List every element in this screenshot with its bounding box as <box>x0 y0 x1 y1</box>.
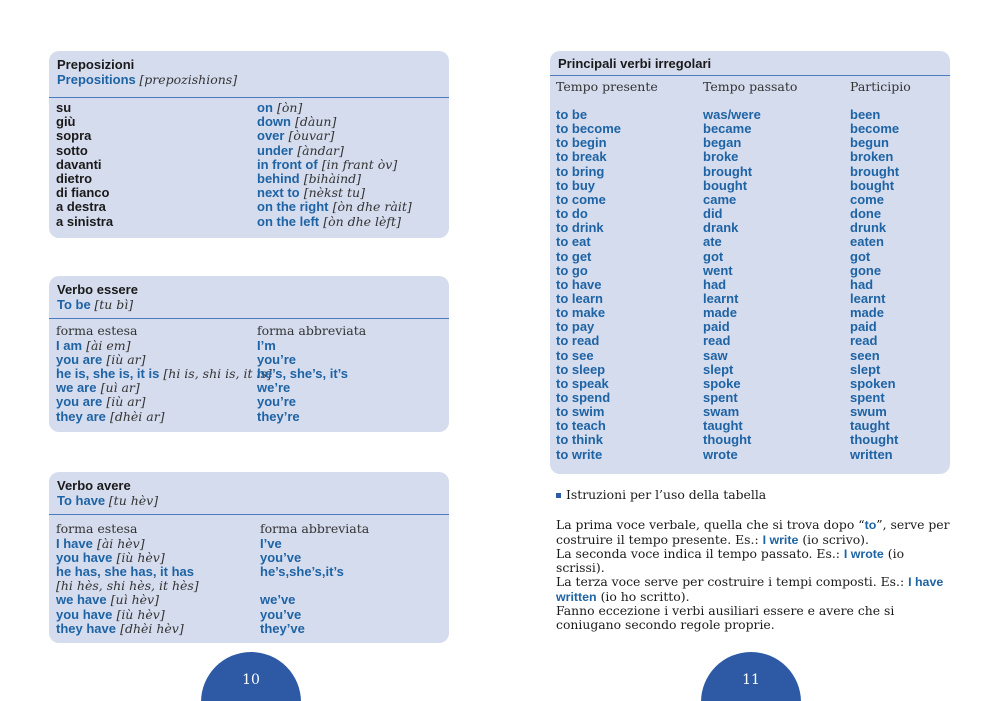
full-form-group <box>56 622 184 637</box>
italian-word: su <box>56 100 72 115</box>
past-form: bought <box>703 177 748 193</box>
past-form: saw <box>703 347 728 363</box>
present-form: to buy <box>556 177 595 193</box>
present-form: to break <box>556 149 607 165</box>
short-form: you’re <box>257 394 297 410</box>
past-form: spoke <box>703 375 741 391</box>
verb-row <box>550 334 950 348</box>
participle-form: had <box>850 276 874 292</box>
irregular-verbs-box <box>550 51 950 474</box>
past-form: read <box>703 333 731 349</box>
participle-form: taught <box>850 418 890 434</box>
prepositions-box <box>49 51 449 238</box>
essere-header-row <box>49 324 449 338</box>
verb-row <box>550 108 950 122</box>
full-form: you are <box>56 351 103 367</box>
full-form: he is, she is, it is <box>56 365 160 381</box>
verb-row <box>550 264 950 278</box>
present-form: to drink <box>556 220 604 236</box>
past-form: made <box>703 305 737 321</box>
verb-row <box>550 306 950 320</box>
verb-row <box>550 349 950 363</box>
participle-form: begun <box>850 135 889 151</box>
verb-row <box>550 250 950 264</box>
full-form: you have <box>56 549 113 565</box>
full-form: you are <box>56 394 103 410</box>
avere-subtitle: To have [tu hèv] <box>57 493 159 508</box>
past-form: ate <box>703 234 722 250</box>
verb-row <box>550 405 950 419</box>
participle-form: made <box>850 305 884 321</box>
participle-form: brought <box>850 163 900 179</box>
participle-form: drunk <box>850 220 887 236</box>
pronunciation: [òuvar] <box>288 128 335 144</box>
past-form: thought <box>703 432 752 448</box>
present-form: to make <box>556 305 606 321</box>
present-form: to bring <box>556 163 605 179</box>
short-form: you’ve <box>260 606 302 622</box>
avere-box <box>49 472 449 643</box>
pronunciation: [òn dhe ràit] <box>332 199 412 215</box>
pronunciation: [àndar] <box>297 142 344 158</box>
short-form: they’ve <box>260 620 305 636</box>
pronunciation: [ài hèv] <box>96 535 145 551</box>
pronunciation: [nèkst tu] <box>303 185 365 201</box>
verb-row <box>550 448 950 462</box>
verb-row <box>550 377 950 391</box>
conjugation-row <box>49 395 449 409</box>
participle-form: eaten <box>850 234 884 250</box>
past-form: slept <box>703 361 734 377</box>
prepositions-title: Preposizioni <box>57 57 135 72</box>
col-header-participle: Participio <box>850 79 911 94</box>
verb-row <box>550 150 950 164</box>
pronunciation: [dhèi ar] <box>109 408 165 424</box>
participle-form: gone <box>850 262 882 278</box>
participle-form: spent <box>850 390 885 405</box>
participle-form: slept <box>850 361 881 377</box>
full-form: they are <box>56 408 106 424</box>
notes-heading: Istruzioni per l’uso della tabella <box>556 488 956 502</box>
participle-form: come <box>850 191 884 207</box>
participle-form: read <box>850 333 878 349</box>
past-form: was/were <box>703 107 761 122</box>
pronunciation: [hi is, shi is, it is] <box>163 365 272 381</box>
english-word: on <box>257 100 273 115</box>
preposition-row <box>49 101 449 115</box>
page-number-right <box>701 652 801 701</box>
verb-row <box>550 179 950 193</box>
conjugation-row <box>49 551 449 565</box>
participle-form: thought <box>850 432 899 448</box>
full-form: we are <box>56 380 97 396</box>
note-paragraph: La terza voce serve per costruire i tempi composti. Es.: I have written (io ho scritto). <box>556 574 944 604</box>
divider <box>49 318 449 319</box>
present-form: to begin <box>556 135 607 151</box>
verb-row <box>550 193 950 207</box>
full-form: you have <box>56 606 113 622</box>
past-form: paid <box>703 319 730 335</box>
past-form: got <box>703 248 724 264</box>
past-form: swam <box>703 404 740 420</box>
present-form: to speak <box>556 375 609 391</box>
present-form: to swim <box>556 404 605 420</box>
page-number-left <box>201 652 301 701</box>
italian-word: giù <box>56 114 76 130</box>
verb-row <box>550 278 950 292</box>
preposition-row <box>49 215 449 229</box>
past-form: came <box>703 191 737 207</box>
past-form: did <box>703 206 723 222</box>
present-form: to think <box>556 432 603 448</box>
present-form: to eat <box>556 234 591 250</box>
verb-row <box>550 122 950 136</box>
pronunciation: [iù hèv] <box>116 606 165 622</box>
present-form: to come <box>556 191 606 207</box>
essere-title: Verbo essere <box>57 282 138 297</box>
essere-subtitle: To be [tu bì] <box>57 297 134 312</box>
english-word: down <box>257 114 291 130</box>
irregular-title: Principali verbi irregolari <box>558 56 712 71</box>
preposition-row <box>49 158 449 172</box>
pronunciation: [uì ar] <box>100 380 140 396</box>
conjugation-row <box>49 410 449 424</box>
conjugation-row <box>49 367 449 381</box>
verb-row <box>550 363 950 377</box>
short-form: we’re <box>257 380 291 396</box>
short-form: we’ve <box>260 592 296 608</box>
full-form: they have <box>56 620 116 636</box>
pronunciation: [ài em] <box>86 337 131 353</box>
present-form: to see <box>556 347 594 363</box>
present-form: to become <box>556 121 622 137</box>
preposition-row <box>49 172 449 186</box>
avere-header-row <box>49 522 449 536</box>
present-form: to have <box>556 276 602 292</box>
present-form: to write <box>556 446 603 462</box>
english-word: behind <box>257 171 300 186</box>
pronunciation: [in frant òv] <box>321 156 398 172</box>
preposition-row <box>49 144 449 158</box>
participle-form: broken <box>850 149 894 165</box>
preposition-row <box>49 200 449 214</box>
short-form: I’m <box>257 337 276 353</box>
english-word: next to <box>257 185 300 201</box>
english-word: under <box>257 142 294 158</box>
short-form: they’re <box>257 408 300 424</box>
divider <box>550 75 950 76</box>
prepositions-subtitle: Prepositions [prepozishions] <box>57 72 238 87</box>
past-form: taught <box>703 418 743 434</box>
italian-word: dietro <box>56 171 93 186</box>
italian-word: a destra <box>56 199 106 215</box>
verb-row <box>550 391 950 405</box>
present-form: to get <box>556 248 592 264</box>
italian-word: di fianco <box>56 185 110 201</box>
italian-word: sopra <box>56 128 92 144</box>
pronunciation: [dhèi hèv] <box>120 620 184 636</box>
divider <box>49 514 449 515</box>
past-form: drank <box>703 220 739 236</box>
conjugation-row <box>49 565 449 579</box>
present-form: to go <box>556 262 588 278</box>
past-form: spent <box>703 390 738 405</box>
pronunciation: [uì hèv] <box>110 592 159 608</box>
past-form: wrote <box>703 446 738 462</box>
short-form: I’ve <box>260 535 282 551</box>
participle-form: become <box>850 121 900 137</box>
verb-row <box>550 419 950 433</box>
conjugation-row <box>49 593 449 607</box>
conjugation-row <box>49 608 449 622</box>
participle-form: spoken <box>850 375 896 391</box>
col-header-short: forma abbreviata <box>257 323 367 338</box>
verb-row <box>550 165 950 179</box>
short-form: you’re <box>257 351 297 367</box>
verb-row <box>550 221 950 235</box>
essere-box <box>49 276 449 432</box>
col-header-full: forma estesa <box>56 521 138 536</box>
present-form: to learn <box>556 290 603 306</box>
english-word: on the right <box>257 199 329 215</box>
verb-row <box>550 207 950 221</box>
participle-form: written <box>850 446 893 462</box>
verb-row <box>550 433 950 447</box>
note-paragraph: La seconda voce indica il tempo passato. Es.: I wrote (io scrissi). <box>556 545 905 576</box>
participle-form: learnt <box>850 290 886 306</box>
participle-form: got <box>850 248 871 264</box>
pronunciation: [bihàind] <box>303 171 361 186</box>
avere-title: Verbo avere <box>57 478 131 493</box>
conjugation-row <box>49 381 449 395</box>
participle-form: been <box>850 107 881 122</box>
verb-row <box>550 320 950 334</box>
italian-word: a sinistra <box>56 213 114 229</box>
present-form: to read <box>556 333 600 349</box>
pronunciation: [iù ar] <box>106 351 146 367</box>
english-word-group <box>257 215 401 230</box>
pronunciation: [dàun] <box>295 114 337 130</box>
pronunciation: [iù ar] <box>106 394 146 410</box>
conjugation-row <box>49 339 449 353</box>
present-form: to pay <box>556 319 595 335</box>
english-word: on the left <box>257 213 320 229</box>
pronunciation: [hi hès, shi hès, it hès] <box>56 578 199 594</box>
col-header-past: Tempo passato <box>703 79 798 94</box>
participle-form: paid <box>850 319 877 335</box>
preposition-row <box>49 186 449 200</box>
pronunciation: [iù hèv] <box>116 549 165 565</box>
italian-word: davanti <box>56 156 102 172</box>
past-form: began <box>703 135 742 151</box>
present-form: to spend <box>556 390 611 405</box>
present-form: to teach <box>556 418 606 434</box>
past-form: broke <box>703 149 739 165</box>
verb-row <box>550 292 950 306</box>
participle-form: seen <box>850 347 880 363</box>
conjugation-row <box>49 537 449 551</box>
page-number-label: 11 <box>742 672 760 688</box>
full-form: we have <box>56 592 107 608</box>
page-number-label: 10 <box>242 672 260 688</box>
full-form-group <box>56 410 165 425</box>
present-form: to sleep <box>556 361 606 377</box>
english-word: in front of <box>257 156 318 172</box>
participle-form: done <box>850 206 882 222</box>
conjugation-row <box>49 622 449 636</box>
present-form: to do <box>556 206 588 222</box>
past-form: brought <box>703 163 753 179</box>
divider <box>49 97 449 98</box>
preposition-row <box>49 115 449 129</box>
conjugation-row <box>49 353 449 367</box>
pronunciation: [òn dhe lèft] <box>323 213 401 229</box>
full-form: I am <box>56 337 83 353</box>
usage-notes <box>556 488 956 633</box>
pronunciation: [òn] <box>276 100 303 115</box>
col-header-present: Tempo presente <box>556 79 658 94</box>
verb-row <box>550 136 950 150</box>
english-word: over <box>257 128 285 144</box>
past-form: went <box>703 262 733 278</box>
short-form: he’s, she’s, it’s <box>257 365 349 381</box>
participle-form: swum <box>850 404 887 420</box>
past-form: learnt <box>703 290 739 306</box>
full-form: he has, she has, it has <box>56 563 194 579</box>
past-form: became <box>703 121 752 137</box>
col-header-full: forma estesa <box>56 323 138 338</box>
note-paragraph: La prima voce verbale, quella che si trova dopo “to”, serve per costruire il tempo presente. Es.: I write (io scrivo). <box>556 517 950 547</box>
verb-row <box>550 235 950 249</box>
italian-word: sotto <box>56 142 88 158</box>
col-header-short: forma abbreviata <box>260 521 370 536</box>
short-form: you’ve <box>260 549 302 565</box>
present-form: to be <box>556 107 588 122</box>
short-form: he’s,she’s,it’s <box>260 563 344 579</box>
past-form: had <box>703 276 727 292</box>
irregular-header-row <box>550 80 950 94</box>
full-form: I have <box>56 535 93 551</box>
square-bullet-icon <box>556 493 561 498</box>
conjugation-row <box>49 579 449 593</box>
note-paragraph: Fanno eccezione i verbi ausiliari essere e avere che si coniugano secondo regole proprie. <box>556 603 895 633</box>
participle-form: bought <box>850 177 895 193</box>
preposition-row <box>49 129 449 143</box>
